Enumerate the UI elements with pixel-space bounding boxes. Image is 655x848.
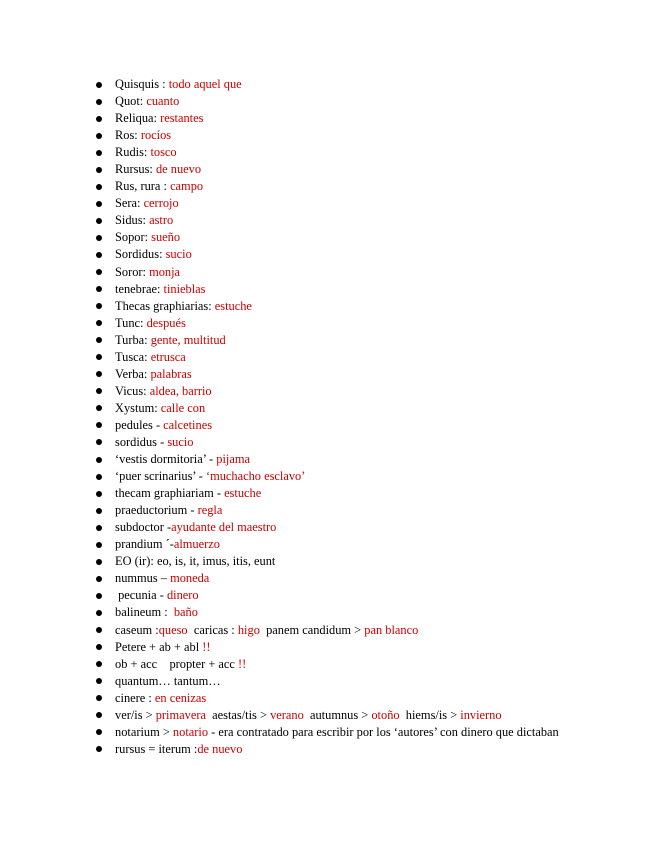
list-item xyxy=(96,298,636,315)
bullet-icon xyxy=(96,678,102,684)
translation-text: cerrojo xyxy=(143,196,179,211)
bullet-icon xyxy=(96,627,102,633)
list-item xyxy=(96,622,636,639)
translation-text: almuerzo xyxy=(173,537,220,552)
latin-text: sordidus - xyxy=(115,434,168,449)
translation-text: rocíos xyxy=(140,128,172,143)
list-item xyxy=(96,741,636,758)
list-item xyxy=(96,93,636,110)
translation-text: gente, multitud xyxy=(150,332,226,347)
latin-text: subdoctor - xyxy=(115,520,172,535)
translation-text: aldea, barrio xyxy=(149,383,212,398)
bullet-icon xyxy=(96,729,102,735)
bullet-icon xyxy=(96,474,102,480)
list-item xyxy=(96,229,636,246)
latin-text: Petere + ab + abl xyxy=(115,639,203,654)
latin-text: notarium > xyxy=(115,724,173,739)
latin-text: panem candidum > xyxy=(259,622,365,637)
latin-text: tenebrae: xyxy=(115,281,164,296)
latin-text: Tunc: xyxy=(115,315,147,330)
bullet-icon xyxy=(96,576,102,582)
vocabulary-list xyxy=(96,76,636,758)
latin-text: ‘puer scrinarius’ - xyxy=(115,469,206,484)
translation-text: restantes xyxy=(160,111,204,126)
bullet-icon xyxy=(96,405,102,411)
latin-text: nummus – xyxy=(115,571,171,586)
translation-text: baño xyxy=(173,605,198,620)
bullet-icon xyxy=(96,388,102,394)
list-item xyxy=(96,604,636,621)
translation-text: notario xyxy=(172,724,209,739)
bullet-icon xyxy=(96,286,102,292)
bullet-icon xyxy=(96,542,102,548)
latin-text: ver/is > xyxy=(115,707,156,722)
bullet-icon xyxy=(96,337,102,343)
translation-text: todo aquel que xyxy=(168,77,242,91)
bullet-icon xyxy=(96,201,102,207)
bullet-icon xyxy=(96,457,102,463)
latin-text: ‘vestis dormitoria’ - xyxy=(115,452,217,467)
translation-text: astro xyxy=(149,213,174,228)
latin-text: Quot: xyxy=(115,94,147,109)
latin-text: balineum : xyxy=(115,605,174,620)
translation-text: otoño xyxy=(371,707,400,722)
translation-text: en cenizas xyxy=(154,690,207,705)
latin-text: Verba: xyxy=(115,366,151,381)
translation-text: regla xyxy=(197,503,223,518)
list-item xyxy=(96,366,636,383)
list-item xyxy=(96,144,636,161)
latin-text: caseum : xyxy=(115,622,159,637)
latin-text: Reliqua: xyxy=(115,111,161,126)
translation-text: cuanto xyxy=(146,94,180,109)
latin-text: Sopor: xyxy=(115,230,152,245)
list-item xyxy=(96,315,636,332)
list-item xyxy=(96,519,636,536)
bullet-icon xyxy=(96,116,102,122)
list-item xyxy=(96,332,636,349)
bullet-icon xyxy=(96,712,102,718)
translation-text: tosco xyxy=(150,145,177,160)
latin-text: autumnus > xyxy=(303,707,372,722)
latin-text: Sera: xyxy=(115,196,144,211)
bullet-icon xyxy=(96,184,102,190)
list-item xyxy=(96,485,636,502)
list-item xyxy=(96,400,636,417)
translation-text: sucio xyxy=(167,434,194,449)
latin-text: Tusca: xyxy=(115,349,151,364)
latin-text: Sidus: xyxy=(115,213,150,228)
translation-text: de nuevo xyxy=(197,741,243,756)
bullet-icon xyxy=(96,422,102,428)
bullet-icon xyxy=(96,661,102,667)
list-item xyxy=(96,690,636,707)
bullet-icon xyxy=(96,133,102,139)
list-item xyxy=(96,587,636,604)
translation-text: !! xyxy=(202,639,211,654)
list-item xyxy=(96,195,636,212)
latin-text: ob + acc propter + acc xyxy=(115,656,239,671)
translation-text: etrusca xyxy=(150,349,186,364)
latin-text: Thecas graphiarias: xyxy=(115,298,215,313)
list-item xyxy=(96,570,636,587)
bullet-icon xyxy=(96,508,102,514)
translation-text: pan blanco xyxy=(364,622,419,637)
list-item xyxy=(96,451,636,468)
translation-text: !! xyxy=(238,656,247,671)
latin-text: Rudis: xyxy=(115,145,151,160)
latin-text: Turba: xyxy=(115,332,151,347)
translation-text: ‘muchacho esclavo’ xyxy=(205,469,306,484)
translation-text: campo xyxy=(170,179,204,194)
list-item xyxy=(96,656,636,673)
list-item xyxy=(96,417,636,434)
bullet-icon xyxy=(96,354,102,360)
list-item xyxy=(96,212,636,229)
bullet-icon xyxy=(96,303,102,309)
bullet-icon xyxy=(96,371,102,377)
translation-text: dinero xyxy=(166,588,199,603)
list-item xyxy=(96,178,636,195)
bullet-icon xyxy=(96,559,102,565)
translation-text: primavera xyxy=(155,707,206,722)
bullet-icon xyxy=(96,695,102,701)
bullet-icon xyxy=(96,593,102,599)
bullet-icon xyxy=(96,746,102,752)
latin-text: thecam graphiariam - xyxy=(115,486,225,501)
translation-text: estuche xyxy=(214,298,252,313)
translation-text: queso xyxy=(158,622,188,637)
translation-text: monja xyxy=(149,264,181,279)
latin-text: prandium ´- xyxy=(115,537,174,552)
latin-text: Soror: xyxy=(115,264,150,279)
translation-text: sucio xyxy=(165,247,192,262)
latin-text: praeductorium - xyxy=(115,503,198,518)
latin-text: aestas/tis > xyxy=(205,707,271,722)
bullet-icon xyxy=(96,610,102,616)
list-item xyxy=(96,502,636,519)
list-item xyxy=(96,383,636,400)
bullet-icon xyxy=(96,235,102,241)
bullet-icon xyxy=(96,218,102,224)
list-item xyxy=(96,76,636,93)
translation-text: sueño xyxy=(151,230,181,245)
latin-text: Xystum: xyxy=(115,400,161,415)
latin-text: pecunia - xyxy=(115,588,167,603)
latin-text: rursus = iterum : xyxy=(115,741,198,756)
bullet-icon xyxy=(96,99,102,105)
translation-text: calcetines xyxy=(163,417,213,432)
list-item xyxy=(96,110,636,127)
translation-text: estuche xyxy=(224,486,262,501)
list-item xyxy=(96,246,636,263)
list-item xyxy=(96,707,636,724)
bullet-icon xyxy=(96,439,102,445)
list-item xyxy=(96,673,636,690)
latin-text: quantum… tantum… xyxy=(115,673,221,688)
translation-text: de nuevo xyxy=(155,162,202,177)
latin-text: pedules - xyxy=(115,417,164,432)
translation-text: tinieblas xyxy=(163,281,206,296)
translation-text: pijama xyxy=(216,452,250,467)
latin-text: Sordidus: xyxy=(115,247,166,262)
list-item xyxy=(96,468,636,485)
list-item xyxy=(96,127,636,144)
list-item xyxy=(96,536,636,553)
bullet-icon xyxy=(96,320,102,326)
list-item xyxy=(96,264,636,281)
latin-text: caricas : xyxy=(187,622,238,637)
bullet-icon xyxy=(96,252,102,258)
latin-text: Ros: xyxy=(115,128,141,143)
translation-text: higo xyxy=(237,622,260,637)
bullet-icon xyxy=(96,269,102,275)
list-item xyxy=(96,349,636,366)
latin-text: - era contratado para escribir por los ‘autores’ con dinero que dictaban xyxy=(208,724,559,739)
translation-text: verano xyxy=(270,707,304,722)
bullet-icon xyxy=(96,150,102,156)
translation-text: después xyxy=(146,315,186,330)
bullet-icon xyxy=(96,491,102,497)
latin-text: hiems/is > xyxy=(399,707,461,722)
bullet-icon xyxy=(96,644,102,650)
list-item xyxy=(96,434,636,451)
translation-text: moneda xyxy=(170,571,210,586)
bullet-icon xyxy=(96,167,102,173)
list-item xyxy=(96,281,636,298)
translation-text: invierno xyxy=(460,707,502,722)
latin-text: Rursus: xyxy=(115,162,156,177)
translation-text: ayudante del maestro xyxy=(171,520,277,535)
bullet-icon xyxy=(96,82,102,88)
latin-text: EO (ir): eo, is, it, imus, itis, eunt xyxy=(115,554,276,569)
bullet-icon xyxy=(96,525,102,531)
translation-text: calle con xyxy=(160,400,206,415)
list-item xyxy=(96,553,636,570)
translation-text: palabras xyxy=(150,366,192,381)
list-item xyxy=(96,161,636,178)
latin-text: Vicus: xyxy=(115,383,150,398)
latin-text: Rus, rura : xyxy=(115,179,171,194)
latin-text: cinere : xyxy=(115,690,155,705)
list-item xyxy=(96,639,636,656)
latin-text: Quisquis : xyxy=(115,77,169,91)
list-item xyxy=(96,724,636,741)
